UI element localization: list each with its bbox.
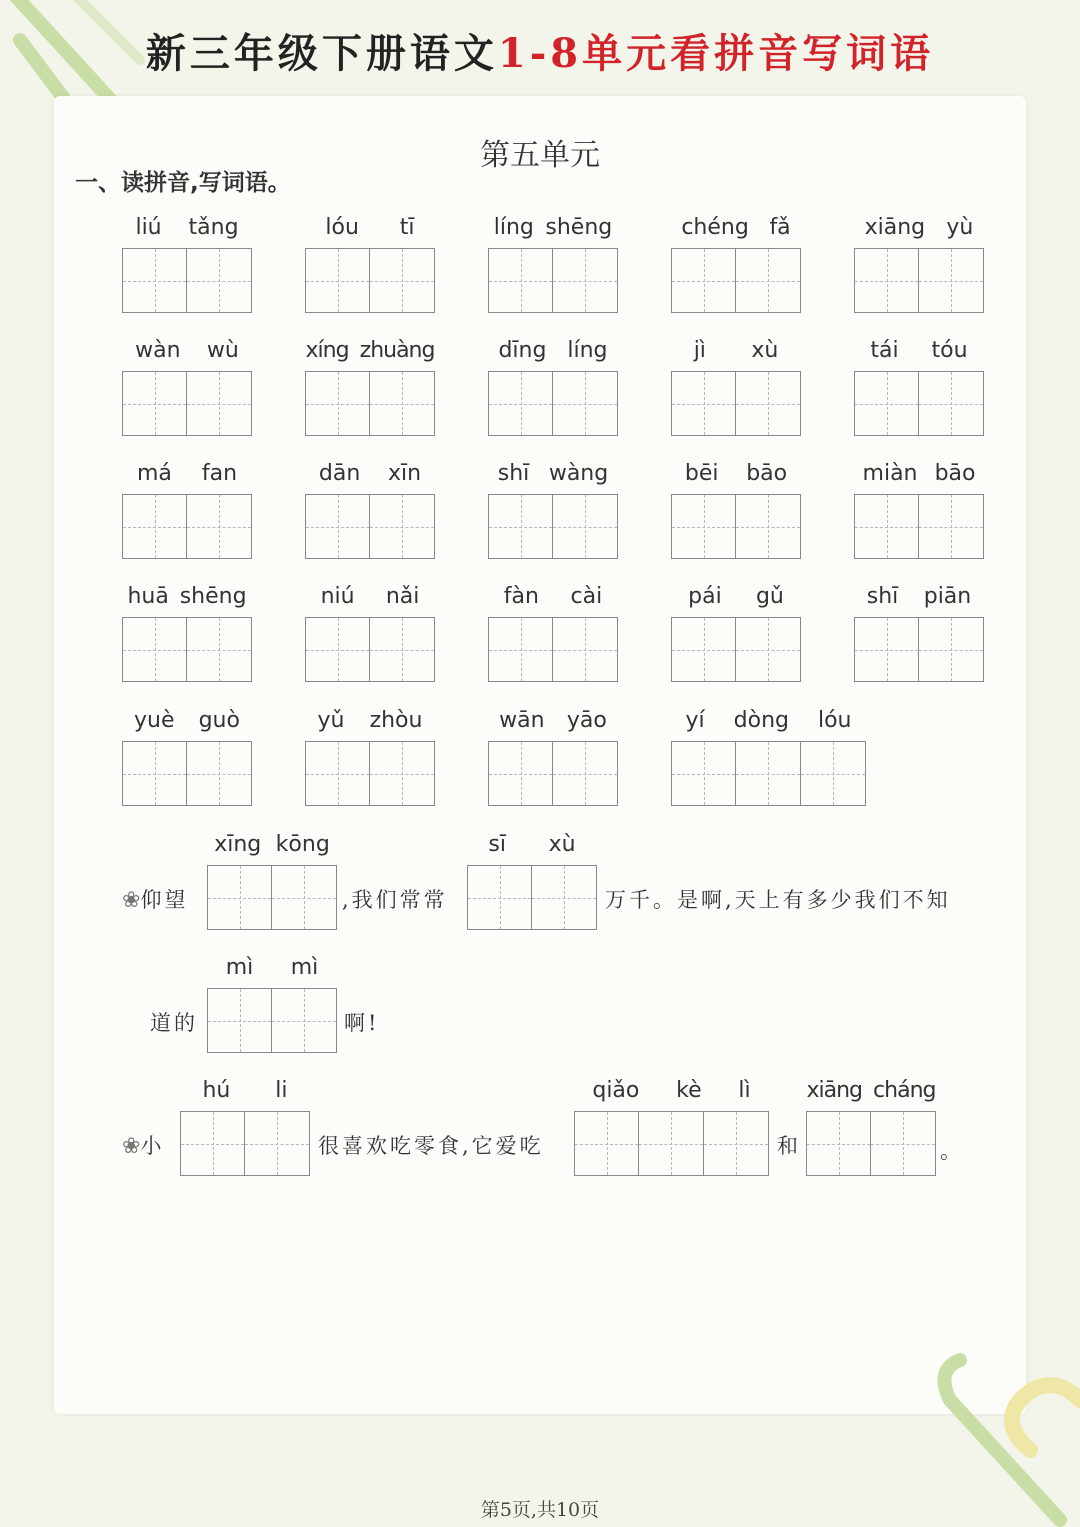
writing-box[interactable] [807,1112,871,1175]
writing-box[interactable] [489,495,553,558]
writing-box[interactable] [489,249,553,312]
pinyin-syllable: lì [738,1077,751,1103]
writing-box[interactable] [370,618,434,681]
sentence-text: 很喜欢吃零食,它爱吃 [318,1134,544,1158]
writing-box[interactable] [187,495,251,558]
unit-title: 第五单元 [480,138,600,173]
writing-box[interactable] [855,495,919,558]
pinyin-label [300,335,440,365]
pinyin-syllable: liú [135,214,162,240]
pinyin-label [854,212,984,242]
writing-box[interactable] [919,618,983,681]
pinyin-syllable: li [275,1077,288,1103]
writing-box[interactable] [306,495,370,558]
pinyin-syllable: shī [497,460,530,486]
writing-grid [467,865,597,930]
writing-box[interactable] [736,249,800,312]
pinyin-syllable: lóu [817,707,852,733]
writing-box[interactable] [245,1112,309,1175]
writing-grid [854,371,984,436]
writing-box[interactable] [855,618,919,681]
pinyin-syllable: yuè [134,707,175,733]
pinyin-syllable: fǎ [769,214,791,240]
sentence-text: 万千。是啊,天上有多少我们不知 [605,888,951,912]
pinyin-syllable: má [136,460,172,486]
writing-grid [854,617,984,682]
writing-box[interactable] [919,372,983,435]
pinyin-syllable: yù [946,214,974,240]
pinyin-syllable: tī [399,214,415,240]
pinyin-syllable: xù [751,337,779,363]
writing-box[interactable] [187,742,251,805]
writing-grid [305,371,435,436]
pinyin-label [488,581,618,611]
writing-grid [207,865,337,930]
pinyin-syllable: tǎng [188,214,239,240]
sentence-text: 道的 [150,1011,198,1035]
pinyin-syllable: líng [567,337,608,363]
pinyin-syllable: yí [685,707,705,733]
pinyin-syllable: guò [198,707,240,733]
pinyin-syllable: bāo [746,460,788,486]
pinyin-label [488,705,618,735]
pinyin-syllable: wàng [548,460,609,486]
writing-box[interactable] [370,372,434,435]
pinyin-syllable: lóu [325,214,359,240]
writing-box[interactable] [575,1112,639,1175]
pinyin-syllable: mì [290,954,319,980]
pinyin-syllable: fan [201,460,238,486]
pinyin-syllable: shēng [179,583,247,609]
writing-box[interactable] [736,495,800,558]
writing-box[interactable] [553,618,617,681]
flower-bullet-icon: ❀ [122,888,141,913]
writing-box[interactable] [370,495,434,558]
writing-box[interactable] [919,495,983,558]
pinyin-syllable: dòng [733,707,789,733]
writing-box[interactable] [871,1112,935,1175]
writing-grid [488,741,618,806]
writing-grid [671,617,801,682]
writing-grid [671,741,866,806]
pinyin-label [122,212,252,242]
writing-box[interactable] [639,1112,703,1175]
writing-box[interactable] [855,372,919,435]
sentence2-lead [122,1130,164,1160]
pinyin-syllable: cháng [873,1077,936,1103]
writing-grid [180,1111,310,1176]
writing-box[interactable] [553,372,617,435]
writing-grid [122,371,252,436]
writing-box[interactable] [123,495,187,558]
writing-grid [806,1111,936,1176]
pinyin-label [122,581,252,611]
writing-grid [122,617,252,682]
pinyin-syllable: xiāng [864,214,926,240]
pinyin-label [671,581,801,611]
writing-box[interactable] [672,249,736,312]
pinyin-syllable: tóu [931,337,968,363]
writing-box[interactable] [672,495,736,558]
paperclip-bottom-right-icon [900,1340,1080,1527]
writing-box[interactable] [736,742,800,805]
sentence-text: 。 [940,1139,964,1163]
pinyin-label [207,829,337,859]
pinyin-syllable: líng [493,214,534,240]
writing-grid [488,617,618,682]
writing-box[interactable] [801,742,865,805]
writing-box[interactable] [672,742,736,805]
pinyin-syllable: shī [866,583,899,609]
sentence-text: 仰望 [140,888,189,912]
writing-grid [207,988,337,1053]
pinyin-label [854,458,984,488]
writing-grid [488,494,618,559]
pinyin-label [305,212,435,242]
pinyin-syllable: chéng [681,214,749,240]
pinyin-label [488,458,618,488]
pinyin-label [180,1075,310,1105]
writing-box[interactable] [123,618,187,681]
pinyin-syllable: gǔ [755,583,784,609]
writing-grid [122,494,252,559]
writing-grid [305,617,435,682]
pinyin-label [305,581,435,611]
writing-box[interactable] [272,989,336,1052]
pinyin-syllable: zhòu [369,707,423,733]
writing-box[interactable] [187,249,251,312]
writing-box[interactable] [489,742,553,805]
writing-box[interactable] [489,618,553,681]
sentence1-lead [122,884,188,914]
pinyin-label [671,458,801,488]
pinyin-syllable: xīn [388,460,422,486]
pinyin-syllable: mì [225,954,254,980]
pinyin-syllable: xíng [305,337,349,363]
pinyin-label [467,829,597,859]
page-footer: 第5页,共10页 [480,1499,600,1521]
pinyin-syllable: xù [548,831,576,857]
pinyin-syllable: hú [202,1077,231,1103]
pinyin-label [671,212,801,242]
pinyin-label [122,458,252,488]
writing-box[interactable] [123,742,187,805]
writing-box[interactable] [370,742,434,805]
page-title-part1: 新三年级下册语文 [145,30,498,77]
pinyin-label [854,581,984,611]
pinyin-syllable: sī [488,831,506,857]
sentence-text: 啊! [344,1011,380,1035]
writing-box[interactable] [187,372,251,435]
writing-grid [488,248,618,313]
writing-box[interactable] [181,1112,245,1175]
pinyin-syllable: piān [923,583,972,609]
pinyin-syllable: qiǎo [592,1077,640,1103]
sentence-text: ,我们常常 [342,888,448,912]
writing-grid [671,371,801,436]
pinyin-syllable: jì [693,337,706,363]
pinyin-syllable: pái [688,583,722,609]
writing-grid [488,371,618,436]
pinyin-syllable: shēng [545,214,613,240]
pinyin-syllable: wù [206,337,239,363]
pinyin-syllable: wān [499,707,545,733]
pinyin-label [671,335,801,365]
section-heading: 一、读拼音,写词语。 [75,170,291,196]
writing-box[interactable] [489,372,553,435]
writing-grid [122,741,252,806]
writing-box[interactable] [736,372,800,435]
writing-box[interactable] [855,249,919,312]
pinyin-syllable: kè [676,1077,702,1103]
pinyin-syllable: bēi [684,460,719,486]
pinyin-syllable: fàn [503,583,539,609]
writing-box[interactable] [553,742,617,805]
writing-grid [122,248,252,313]
writing-box[interactable] [532,866,596,929]
pinyin-syllable: dīng [498,337,547,363]
writing-box[interactable] [736,618,800,681]
pinyin-syllable: yǔ [317,707,345,733]
writing-box[interactable] [306,742,370,805]
writing-box[interactable] [123,372,187,435]
writing-box[interactable] [123,249,187,312]
page-title-part2: 1-8单元看拼音写词语 [497,30,935,77]
writing-box[interactable] [370,249,434,312]
pinyin-syllable: zhuàng [359,337,435,363]
flower-bullet-icon: ❀ [122,1134,141,1159]
writing-box[interactable] [672,618,736,681]
pinyin-syllable: xīng [214,831,262,857]
pinyin-syllable: huā [127,583,169,609]
pinyin-label [305,458,435,488]
writing-box[interactable] [553,249,617,312]
pinyin-syllable: niú [320,583,355,609]
sentence-text: 小 [140,1134,165,1158]
pinyin-label [122,705,252,735]
writing-grid [854,248,984,313]
writing-grid [671,248,801,313]
writing-box[interactable] [272,866,336,929]
pinyin-label [671,705,866,735]
pinyin-syllable: yāo [566,707,607,733]
pinyin-syllable: dān [318,460,361,486]
writing-box[interactable] [704,1112,768,1175]
writing-box[interactable] [208,866,272,929]
sentence-text: 和 [777,1134,801,1158]
pinyin-label [122,335,252,365]
pinyin-syllable: miàn [862,460,918,486]
writing-box[interactable] [553,495,617,558]
writing-box[interactable] [919,249,983,312]
writing-box[interactable] [306,372,370,435]
pinyin-syllable: tái [870,337,899,363]
writing-grid [574,1111,769,1176]
pinyin-label [488,335,618,365]
page-title [0,22,1080,86]
writing-box[interactable] [306,249,370,312]
pinyin-label [801,1075,941,1105]
pinyin-syllable: bāo [934,460,976,486]
writing-box[interactable] [672,372,736,435]
writing-grid [305,248,435,313]
pinyin-label [305,705,435,735]
pinyin-syllable: xiāng [806,1077,863,1103]
pinyin-syllable: nǎi [385,583,420,609]
writing-grid [671,494,801,559]
pinyin-syllable: cài [570,583,603,609]
writing-box[interactable] [306,618,370,681]
writing-box[interactable] [187,618,251,681]
pinyin-label [854,335,984,365]
writing-grid [305,741,435,806]
writing-box[interactable] [208,989,272,1052]
pinyin-label [574,1075,769,1105]
pinyin-label [207,952,337,982]
writing-box[interactable] [468,866,532,929]
pinyin-syllable: wàn [135,337,181,363]
pinyin-syllable: kōng [275,831,330,857]
pinyin-label [488,212,618,242]
writing-grid [305,494,435,559]
writing-grid [854,494,984,559]
